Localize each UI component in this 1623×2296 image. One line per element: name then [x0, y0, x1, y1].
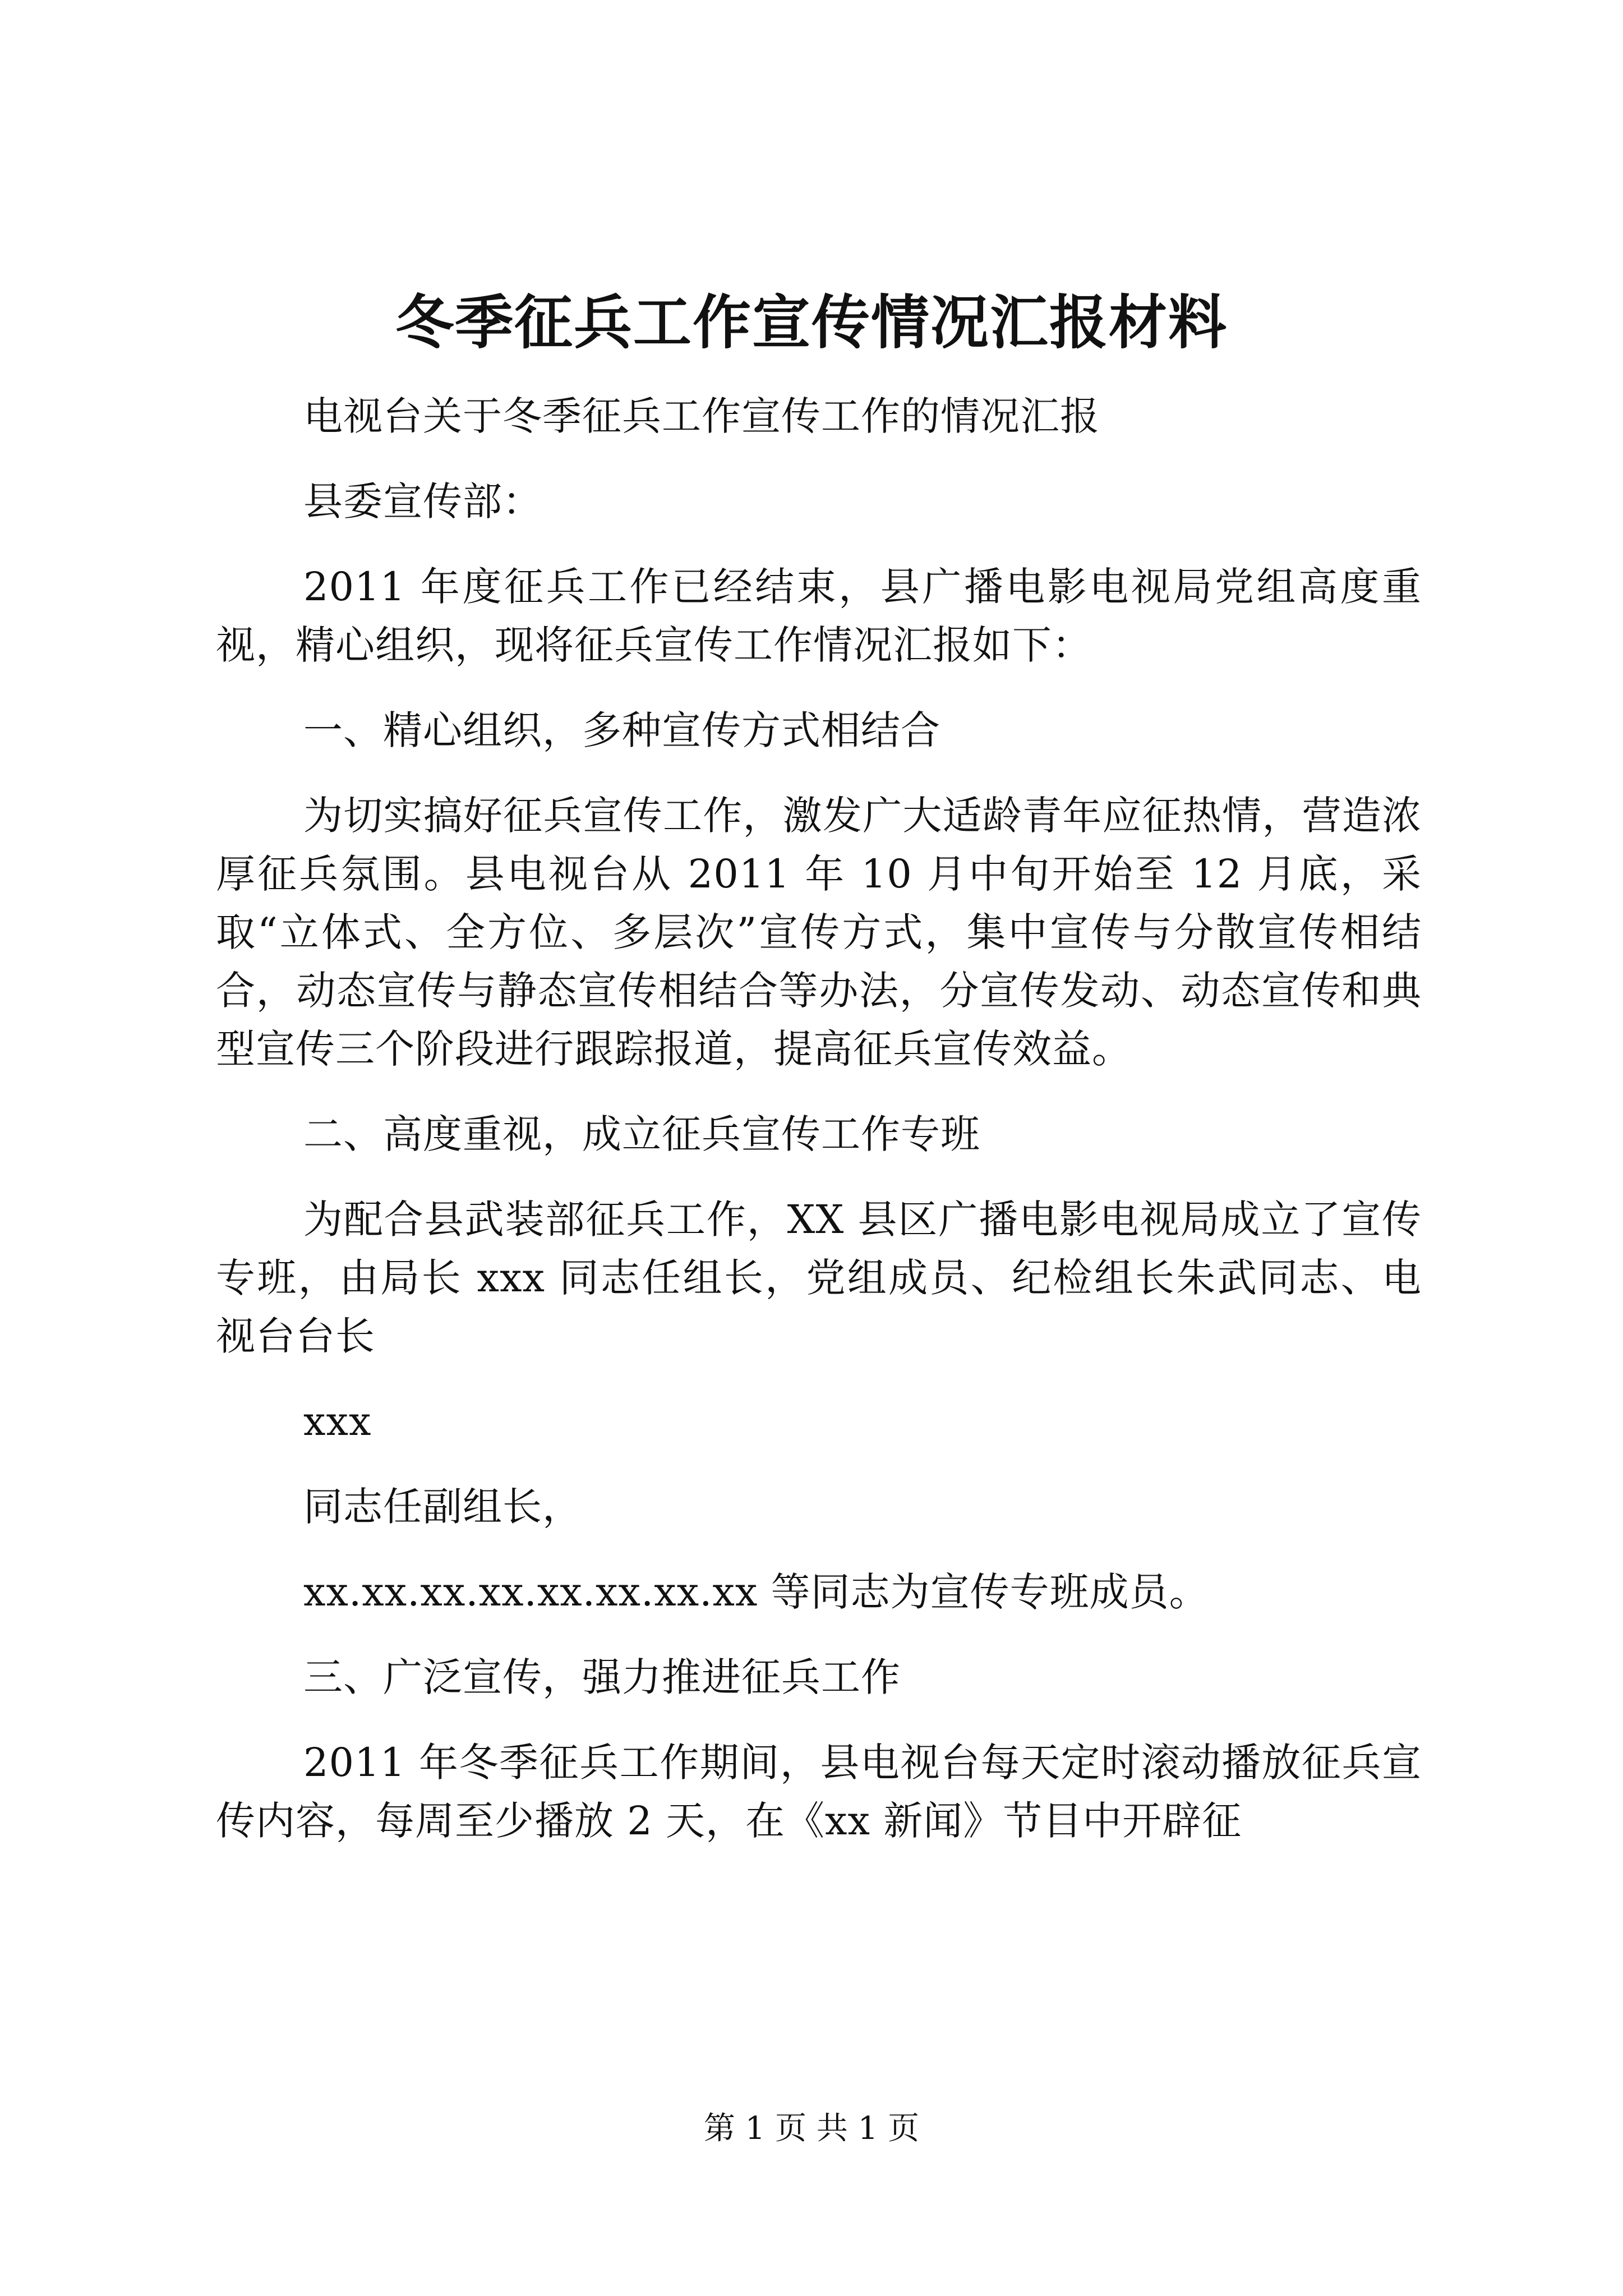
- paragraph-section-3: 2011 年冬季征兵工作期间，县电视台每天定时滚动播放征兵宣传内容，每周至少播放 2 天，在《xx 新闻》节目中开辟征: [216, 1740, 1422, 1844]
- paragraph-members: xx.xx.xx.xx.xx.xx.xx.xx 等同志为宣传专班成员。: [303, 1569, 1209, 1615]
- document-body: [216, 387, 1422, 1877]
- paragraph-placeholder-name: xxx: [303, 1398, 372, 1444]
- section-heading-1: 一、精心组织，多种宣传方式相结合: [303, 707, 940, 753]
- page-footer: 第 1 页 共 1 页: [703, 2110, 920, 2147]
- section-heading-3: 三、广泛宣传，强力推进征兵工作: [303, 1654, 901, 1700]
- paragraph-deputy: 同志任副组长，: [303, 1484, 582, 1530]
- paragraph-section-2: 为配合县武装部征兵工作，XX 县区广播电影电视局成立了宣传专班，由局长 xxx 同志任组长，党组成员、纪检组长朱武同志、电视台台长: [216, 1197, 1422, 1359]
- paragraph-recipient: 县委宣传部：: [303, 478, 542, 524]
- document-title: 冬季征兵工作宣传情况汇报材料: [395, 288, 1228, 357]
- paragraph-subtitle: 电视台关于冬季征兵工作宣传工作的情况汇报: [303, 393, 1100, 439]
- paragraph-section-1: 为切实搞好征兵宣传工作，激发广大适龄青年应征热情，营造浓厚征兵氛围。县电视台从 2011 年 10 月中旬开始至 12 月底，采取“立体式、全方位、多层次”宣传方式，集中宣传与分散宣传相结合，动态宣传与静态宣传相结合等办法，分宣传发动、动态宣传和典型宣传三个阶段进行跟踪报道，提高征兵宣传效益。: [216, 793, 1422, 1072]
- section-heading-2: 二、高度重视，成立征兵宣传工作专班: [303, 1111, 980, 1157]
- paragraph-intro: 2011 年度征兵工作已经结束，县广播电影电视局党组高度重视，精心组织，现将征兵宣传工作情况汇报如下：: [216, 564, 1422, 668]
